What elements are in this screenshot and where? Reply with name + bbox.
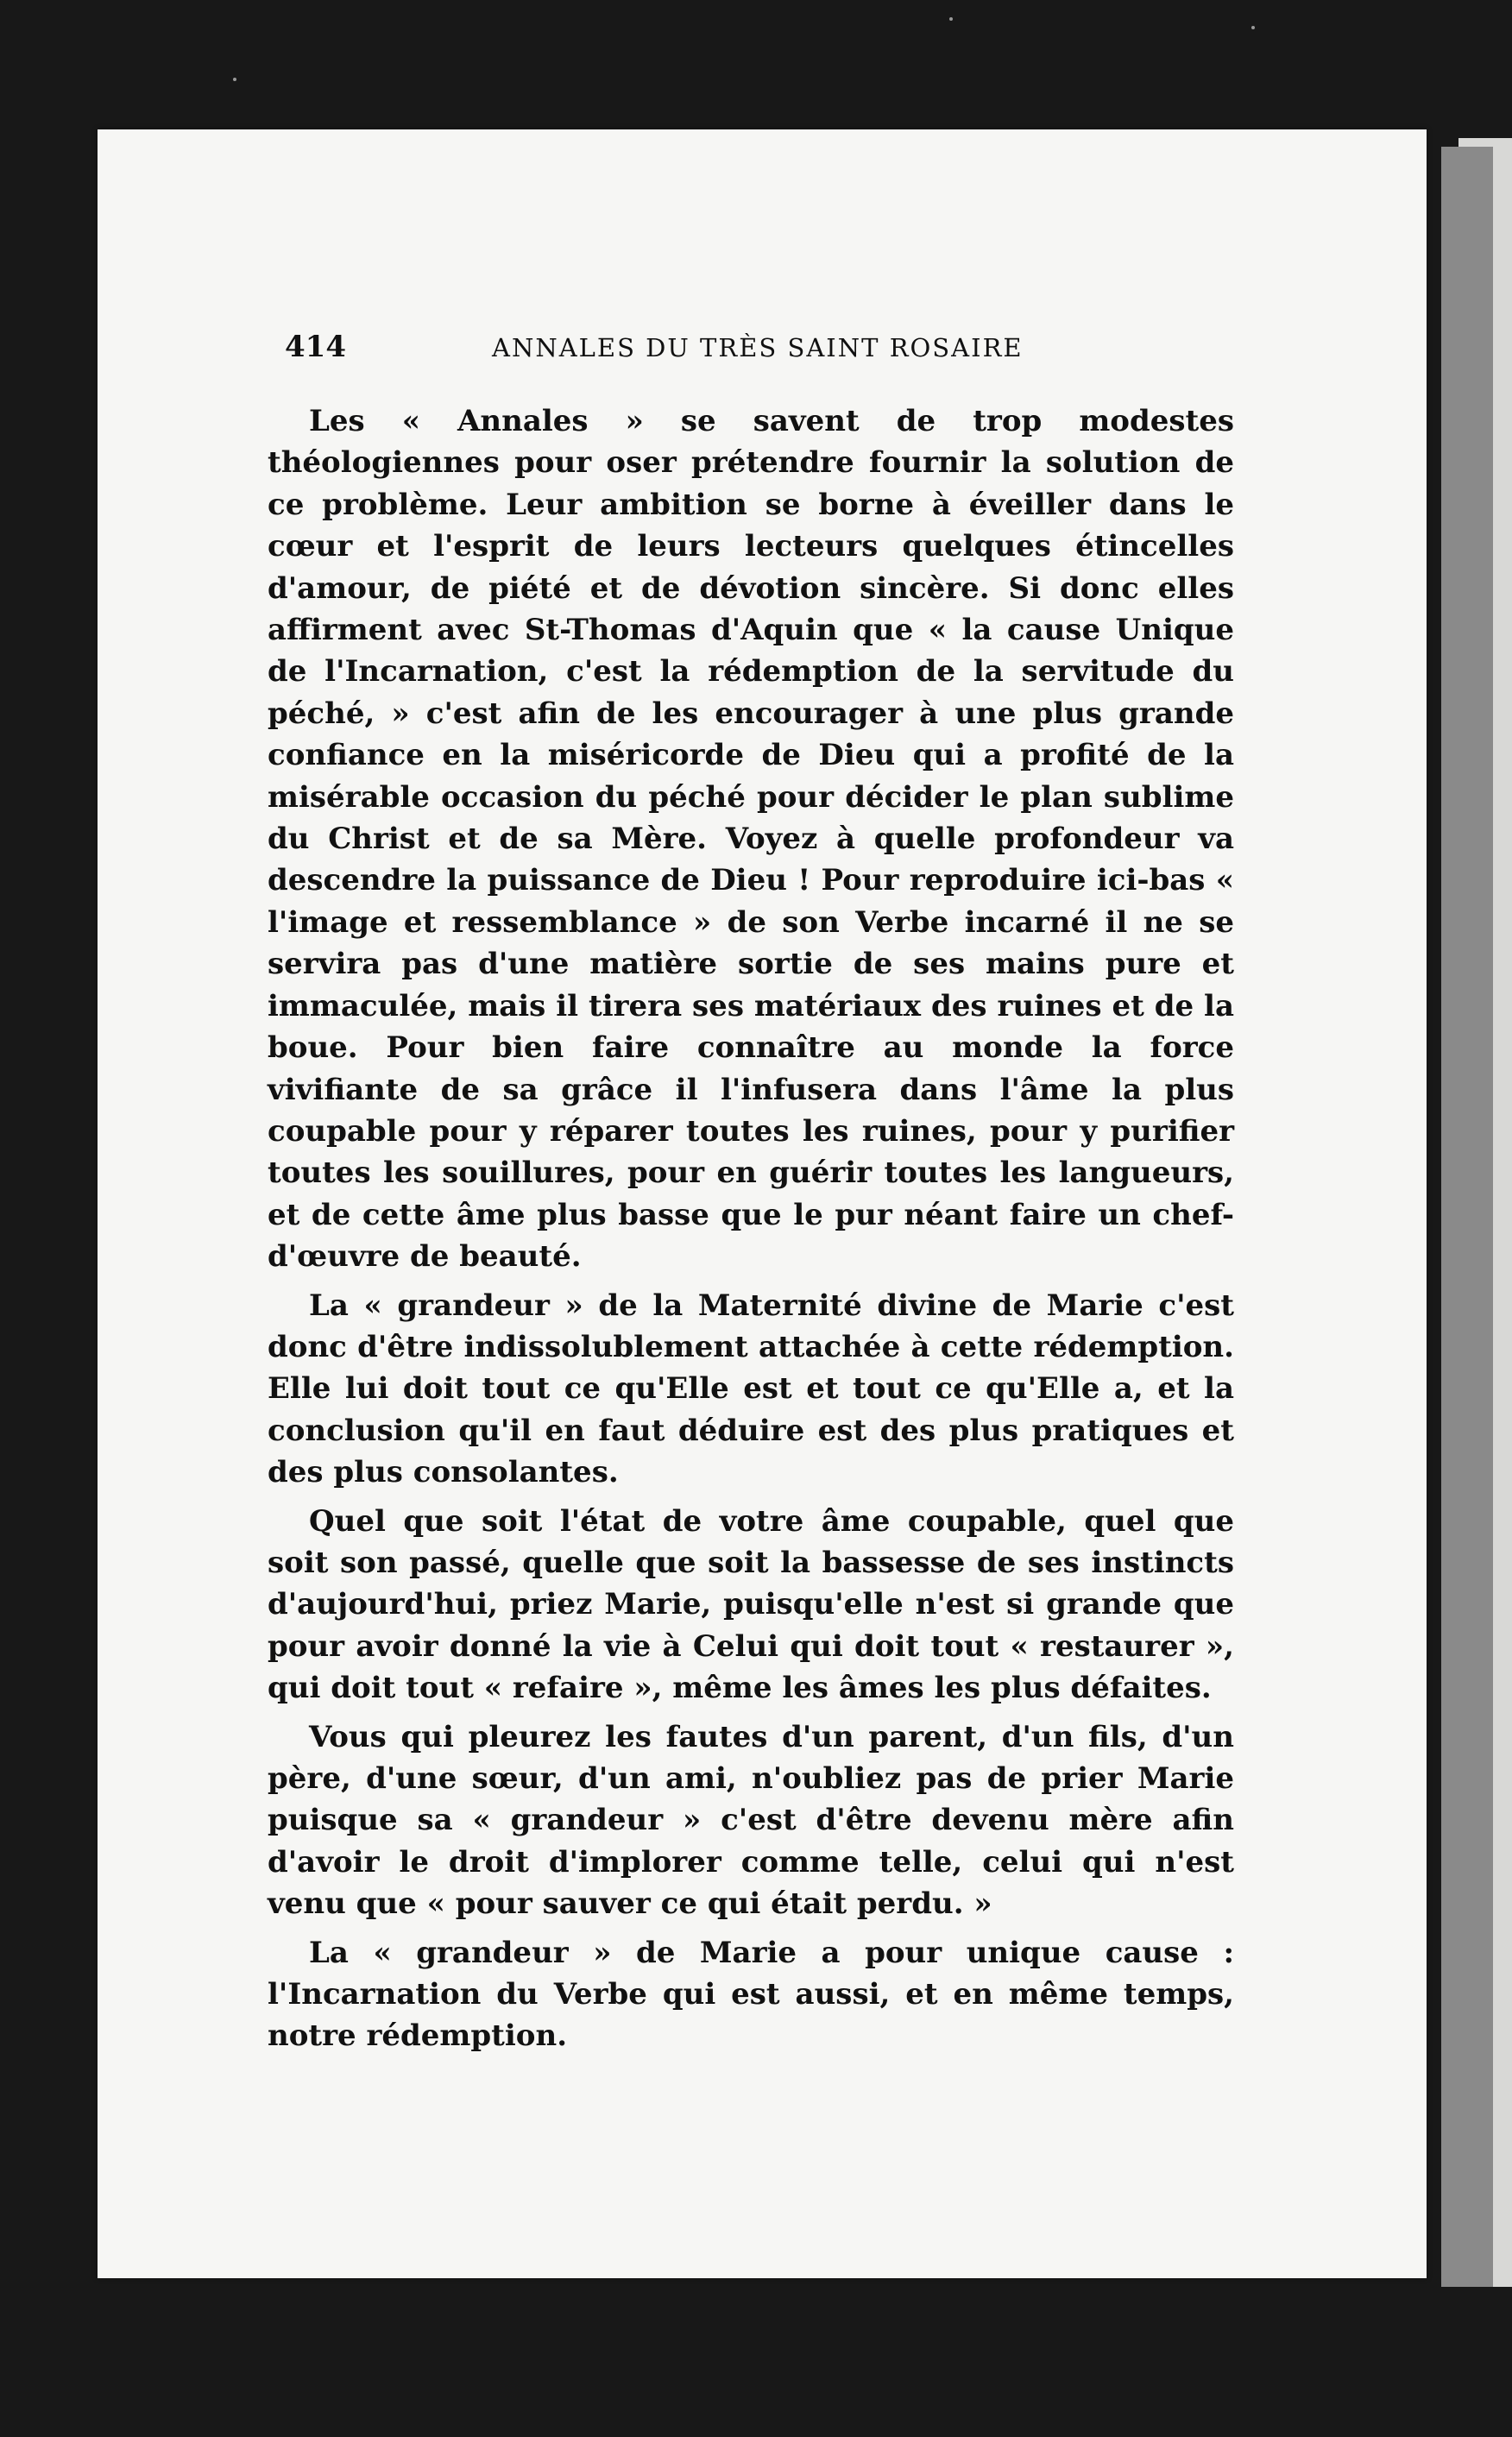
scan-speck	[233, 78, 236, 81]
page-number: 414	[285, 330, 346, 364]
paragraph: La « grandeur » de Marie a pour unique cause : l'Incarnation du Verbe qui est aussi, et en même temps, notre rédemption.	[268, 1935, 1234, 2054]
paragraph: Vous qui pleurez les fautes d'un parent, d'un fils, d'un père, d'une sœur, d'un ami, n'oubliez pas de prier Marie puisque sa « grandeur » c'est d'être devenu mère afin d'avoir le droit d'implorer comme telle, celui qui n'est venu que « pour sauver ce qui était perdu. »	[268, 1719, 1234, 1922]
paragraph: Quel que soit l'état de votre âme coupable, quel que soit son passé, quelle que soit la bassesse de ses instincts d'aujourd'hui, priez Marie, puisqu'elle n'est si grande que pour avoir donné la vie à Celui qui doit tout « restaurer », qui doit tout « refaire », même les âmes les plus défaites.	[268, 1503, 1234, 1706]
running-title: ANNALES DU TRÈS SAINT ROSAIRE	[492, 333, 1024, 362]
scan-speck	[1251, 26, 1255, 29]
scan-speck	[949, 17, 953, 21]
page-header	[285, 330, 1234, 373]
paragraph: La « grandeur » de la Maternité divine de Marie c'est donc d'être indissolublement attachée à cette rédemption. Elle lui doit tout ce qu'Elle est et tout ce qu'Elle a, et la conclusion qu'il en faut déduire est des plus pratiques et des plus consolantes.	[268, 1288, 1234, 1490]
paragraph: Les « Annales » se savent de trop modestes théologiennes pour oser prétendre fournir la solution de ce problème. Leur ambition se borne à éveiller dans le cœur et l'esprit de leurs lecteurs quelques étincelles d'amour, de piété et de dévotion sincère. Si donc elles affirment avec St-Thomas d'Aquin que « la cause Unique de l'Incarnation, c'est la rédemption de la servitude du péché, » c'est afin de les encourager à une plus grande confiance en la miséricorde de Dieu qui a profité de la misérable occasion du péché pour décider le plan sublime du Christ et de sa Mère. Voyez à quelle profondeur va descendre la puissance de Dieu ! Pour reproduire ici-bas « l'image et ressemblance » de son Verbe incarné il ne se servira pas d'une matière sortie de ses mains pure et immaculée, mais il tirera ses matériaux des ruines et de la boue. Pour bien faire connaître au monde la force vivifiante de sa grâce il l'infusera dans l'âme la plus coupable pour y réparer toutes les ruines, pour y purifier toutes les souillures, pour en guérir toutes les langueurs, et de cette âme plus basse que le pur néant faire un chef-d'œuvre de beauté.	[268, 404, 1234, 1275]
article-body	[268, 400, 1234, 2064]
book-gutter-shadow	[1441, 147, 1493, 2287]
